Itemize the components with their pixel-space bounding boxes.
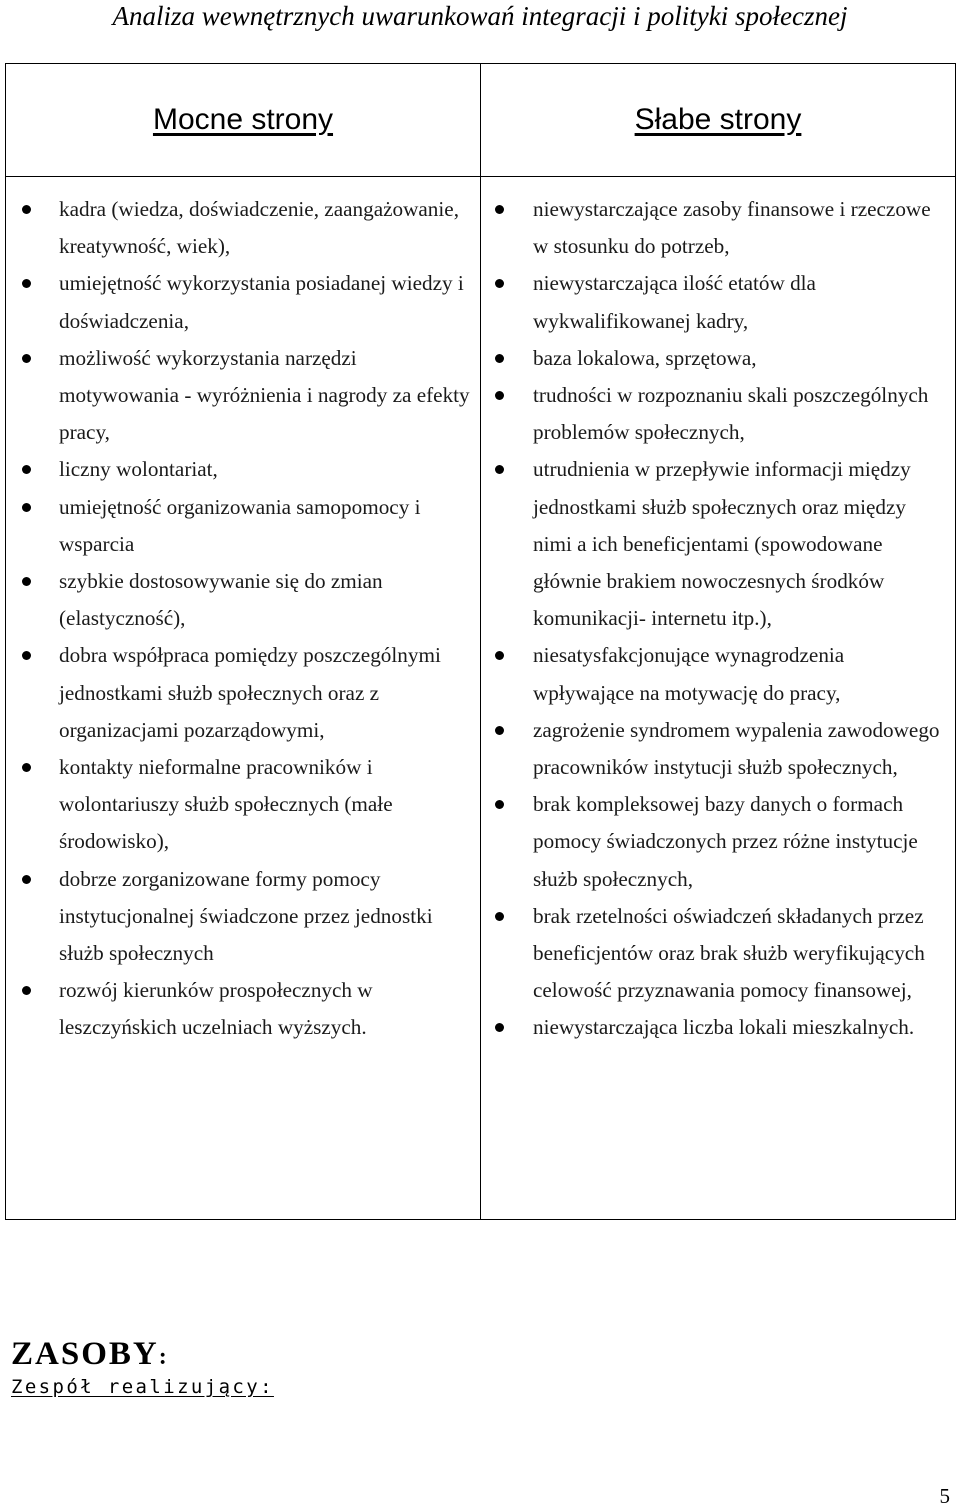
list-item: niewystarczające zasoby finansowe i rzeczowe w stosunku do potrzeb,: [481, 191, 947, 265]
list-item: możliwość wykorzystania narzędzi motywowania - wyróżnienia i nagrody za efekty pracy,: [6, 340, 472, 452]
weaknesses-heading: Słabe strony: [634, 103, 802, 136]
table-body-row: [6, 177, 956, 1220]
resources-subheading: Zespół realizujący:: [11, 1376, 274, 1398]
list-item: liczny wolontariat,: [6, 451, 472, 488]
list-item: brak rzetelności oświadczeń składanych przez beneficjentów oraz brak służb weryfikujących celowość przyznawania pomocy finansowej,: [481, 898, 947, 1010]
page-number: 5: [939, 1484, 950, 1508]
list-item: baza lokalowa, sprzętowa,: [481, 340, 947, 377]
list-item: niewystarczająca liczba lokali mieszkalnych.: [481, 1009, 947, 1046]
resources-heading: [11, 1336, 169, 1375]
strengths-heading: Mocne strony: [152, 103, 334, 136]
list-item: umiejętność wykorzystania posiadanej wiedzy i doświadczenia,: [6, 265, 472, 339]
list-item: zagrożenie syndromem wypalenia zawodowego pracowników instytucji służb społecznych,: [481, 712, 947, 786]
table-header-row: [6, 64, 956, 177]
resources-heading-colon: :: [158, 1344, 169, 1370]
list-item: szybkie dostosowywanie się do zmian (elastyczność),: [6, 563, 472, 637]
list-item: dobra współpraca pomiędzy poszczególnymi jednostkami służb społecznych oraz z organizacjami pozarządowymi,: [6, 637, 472, 749]
strengths-cell: [6, 177, 481, 1220]
weaknesses-heading-cell: [481, 64, 956, 177]
list-item: dobrze zorganizowane formy pomocy instytucjonalnej świadczone przez jednostki służb społecznych: [6, 861, 472, 973]
strengths-heading-cell: [6, 64, 481, 177]
list-item: kadra (wiedza, doświadczenie, zaangażowanie, kreatywność, wiek),: [6, 191, 472, 265]
weaknesses-list: [481, 177, 955, 1047]
list-item: umiejętność organizowania samopomocy i wsparcia: [6, 489, 472, 563]
list-item: kontakty nieformalne pracowników i wolontariuszy służb społecznych (małe środowisko),: [6, 749, 472, 861]
document-title: Analiza wewnętrznych uwarunkowań integracji i polityki społecznej: [112, 1, 848, 31]
list-item: utrudnienia w przepływie informacji między jednostkami służb społecznych oraz między nimi a ich beneficjentami (spowodowane głównie brakiem nowoczesnych środków komunikacji- internetu itp.),: [481, 451, 947, 637]
list-item: brak kompleksowej bazy danych o formach pomocy świadczonych przez różne instytucje służb społecznych,: [481, 786, 947, 898]
strengths-list: [6, 177, 480, 1047]
swot-table: [5, 63, 956, 1220]
resources-heading-text: ZASOBY: [11, 1336, 159, 1372]
weaknesses-cell: [481, 177, 956, 1220]
list-item: niesatysfakcjonujące wynagrodzenia wpływające na motywację do pracy,: [481, 637, 947, 711]
list-item: rozwój kierunków prospołecznych w leszczyńskich uczelniach wyższych.: [6, 972, 472, 1046]
list-item: trudności w rozpoznaniu skali poszczególnych problemów społecznych,: [481, 377, 947, 451]
list-item: niewystarczająca ilość etatów dla wykwalifikowanej kadry,: [481, 265, 947, 339]
